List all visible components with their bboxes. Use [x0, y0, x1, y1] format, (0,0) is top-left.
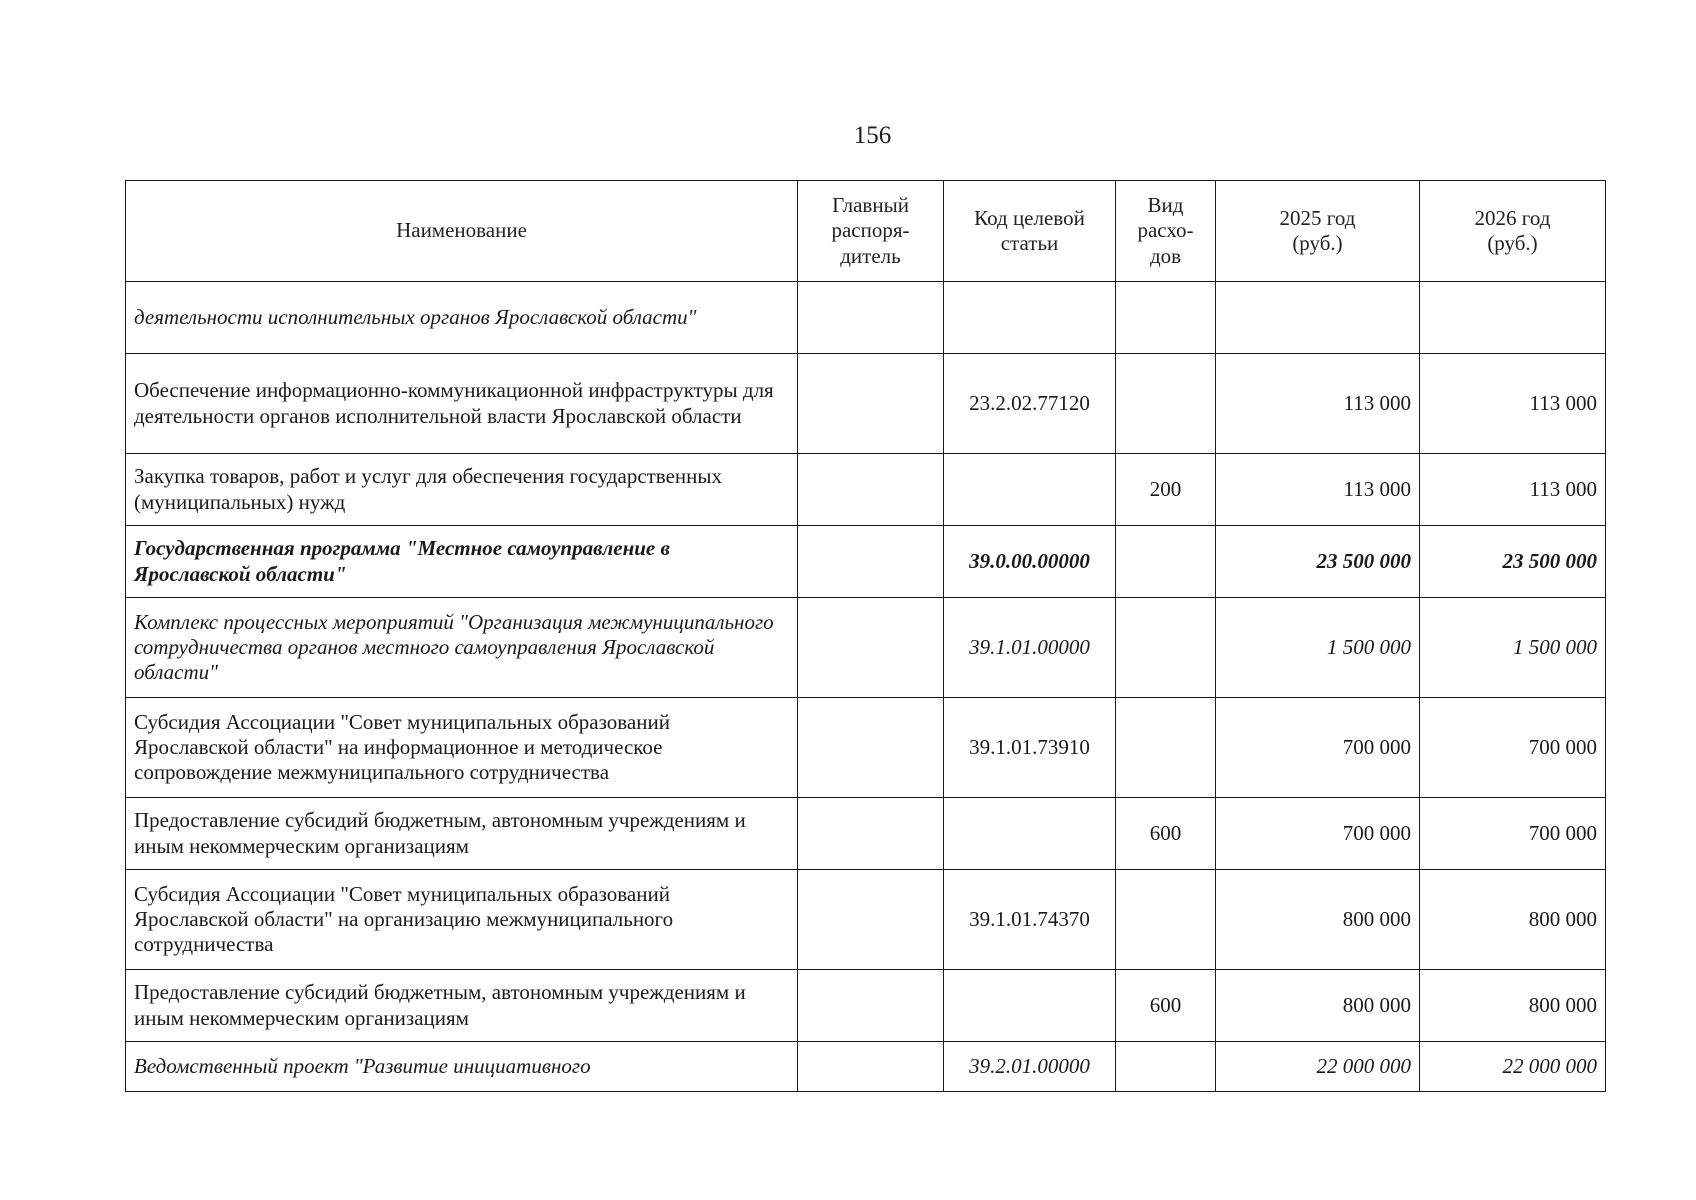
cell-owner	[798, 598, 944, 698]
cell-type: 200	[1116, 454, 1216, 526]
cell-code: 39.1.01.00000	[944, 598, 1116, 698]
cell-owner	[798, 870, 944, 970]
cell-name: Комплекс процессных мероприятий "Организация межмуниципального сотрудничества органов местного самоуправления Ярославской области"	[126, 598, 798, 698]
cell-name: Субсидия Ассоциации "Совет муниципальных образований Ярославской области" на организацию межмуниципального сотрудничества	[126, 870, 798, 970]
table-row	[126, 454, 1606, 526]
cell-name: Обеспечение информационно-коммуникационной инфраструктуры для деятельности органов исполнительной власти Ярославской области	[126, 354, 798, 454]
cell-2026: 800 000	[1420, 970, 1606, 1042]
cell-code: 39.1.01.73910	[944, 698, 1116, 798]
cell-type: 600	[1116, 798, 1216, 870]
cell-name: Закупка товаров, работ и услуг для обеспечения государственных (муниципальных) нужд	[126, 454, 798, 526]
header-type	[1116, 181, 1216, 282]
cell-2026	[1420, 282, 1606, 354]
cell-2025: 800 000	[1216, 970, 1420, 1042]
cell-code	[944, 970, 1116, 1042]
table-row	[126, 1042, 1606, 1092]
page-number: 156	[853, 122, 892, 149]
header-2025-line: 2025 год	[1279, 205, 1356, 230]
cell-owner	[798, 698, 944, 798]
cell-code: 39.1.01.74370	[944, 870, 1116, 970]
cell-2026: 113 000	[1420, 454, 1606, 526]
header-code-line: статьи	[1000, 231, 1059, 255]
table-row	[126, 598, 1606, 698]
table-row	[126, 798, 1606, 870]
table-row	[126, 698, 1606, 798]
cell-2026: 1 500 000	[1420, 598, 1606, 698]
cell-name: Субсидия Ассоциации "Совет муниципальных образований Ярославской области" на информационное и методическое сопровождение межмуниципального сотрудничества	[126, 698, 798, 798]
cell-2025: 700 000	[1216, 798, 1420, 870]
cell-2025: 1 500 000	[1216, 598, 1420, 698]
cell-code: 39.0.00.00000	[944, 526, 1116, 598]
header-owner-line: дитель	[840, 243, 901, 268]
table-row	[126, 970, 1606, 1042]
cell-2026: 23 500 000	[1420, 526, 1606, 598]
cell-2026: 800 000	[1420, 870, 1606, 970]
header-type-line: дов	[1149, 243, 1182, 268]
cell-code: 39.2.01.00000	[944, 1042, 1116, 1092]
header-2026-line: 2026 год	[1474, 205, 1551, 230]
table-row	[126, 870, 1606, 970]
cell-type	[1116, 870, 1216, 970]
cell-type	[1116, 526, 1216, 598]
cell-2025: 800 000	[1216, 870, 1420, 970]
header-code-line: Код целевой	[974, 205, 1085, 230]
table-row	[126, 526, 1606, 598]
cell-2026: 113 000	[1420, 354, 1606, 454]
cell-2025: 113 000	[1216, 454, 1420, 526]
cell-owner	[798, 354, 944, 454]
header-2025-line: (руб.)	[1292, 231, 1343, 255]
cell-code: 23.2.02.77120	[944, 354, 1116, 454]
cell-type	[1116, 354, 1216, 454]
table-row	[126, 354, 1606, 454]
cell-owner	[798, 526, 944, 598]
cell-type	[1116, 598, 1216, 698]
header-2026-line: (руб.)	[1487, 231, 1538, 255]
cell-type	[1116, 282, 1216, 354]
budget-table	[125, 180, 1606, 1092]
cell-owner	[798, 970, 944, 1042]
cell-2025: 22 000 000	[1216, 1042, 1420, 1092]
cell-2025: 23 500 000	[1216, 526, 1420, 598]
table-header-row	[126, 181, 1606, 282]
cell-name: Предоставление субсидий бюджетным, автономным учреждениям и иным некоммерческим организациям	[126, 798, 798, 870]
cell-2025: 700 000	[1216, 698, 1420, 798]
cell-name: Государственная программа "Местное самоуправление в Ярославской области"	[126, 526, 798, 598]
cell-type	[1116, 698, 1216, 798]
cell-name: деятельности исполнительных органов Ярославской области"	[126, 282, 798, 354]
header-owner-line: распоря-	[831, 218, 910, 243]
cell-2026: 700 000	[1420, 698, 1606, 798]
cell-owner	[798, 454, 944, 526]
cell-code	[944, 454, 1116, 526]
header-owner-line: Главный	[832, 193, 909, 218]
header-2026	[1420, 181, 1606, 282]
cell-2026: 22 000 000	[1420, 1042, 1606, 1092]
header-2025	[1216, 181, 1420, 282]
cell-owner	[798, 1042, 944, 1092]
header-owner	[798, 181, 944, 282]
cell-2026: 700 000	[1420, 798, 1606, 870]
header-type-line: Вид	[1147, 193, 1184, 218]
table-row	[126, 282, 1606, 354]
cell-owner	[798, 798, 944, 870]
cell-2025	[1216, 282, 1420, 354]
cell-type: 600	[1116, 970, 1216, 1042]
header-type-line: расхо-	[1137, 218, 1194, 243]
cell-type	[1116, 1042, 1216, 1092]
cell-owner	[798, 282, 944, 354]
header-code	[944, 181, 1116, 282]
cell-2025: 113 000	[1216, 354, 1420, 454]
cell-name: Предоставление субсидий бюджетным, автономным учреждениям и иным некоммерческим организациям	[126, 970, 798, 1042]
cell-code	[944, 798, 1116, 870]
cell-name: Ведомственный проект "Развитие инициативного	[126, 1042, 798, 1092]
cell-code	[944, 282, 1116, 354]
header-name: Наименование	[126, 181, 798, 282]
